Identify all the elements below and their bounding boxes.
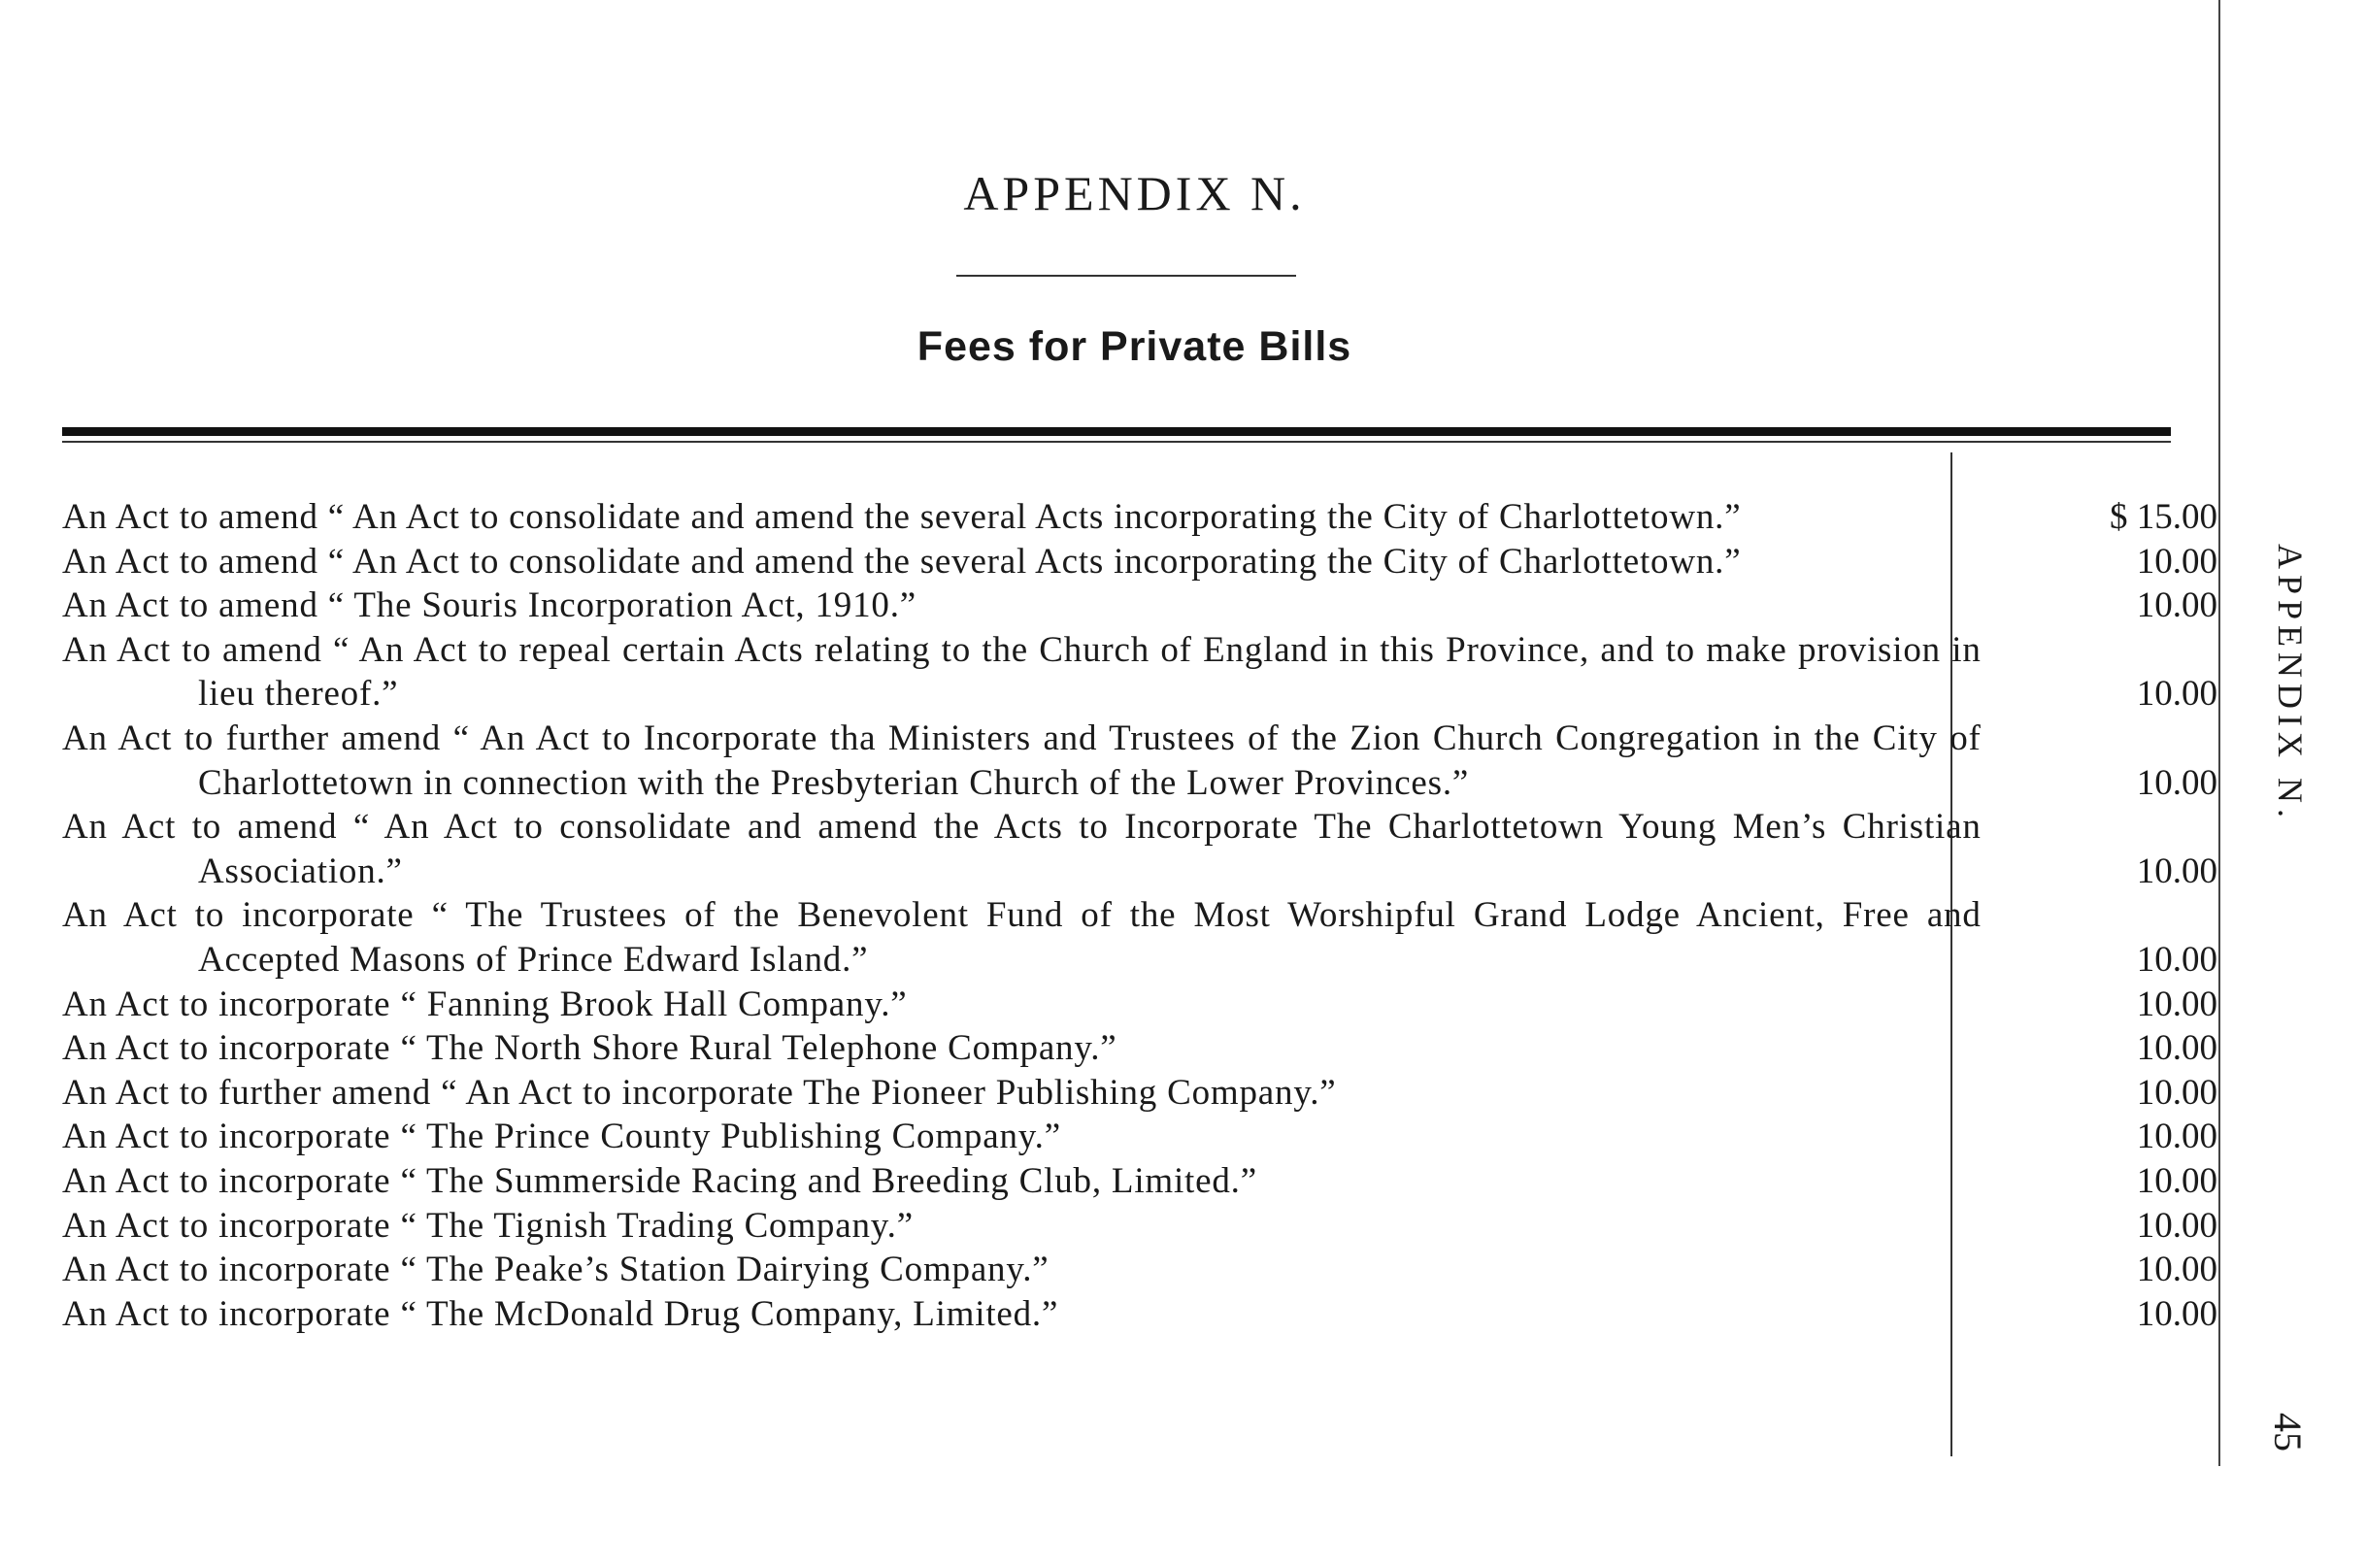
act-title: An Act to amend “ An Act to consolidate and amend the several Acts incorporating the City of Charlottetown.”	[62, 541, 1742, 582]
side-running-head: APPENDIX N.	[2271, 544, 2310, 824]
fee-amount: 10.00	[2136, 1072, 2217, 1113]
act-title: An Act to incorporate “ The Summerside Racing and Breeding Club, Limited.”	[62, 1160, 1257, 1201]
table-row	[62, 1204, 2217, 1249]
fee-amount: 10.00	[2136, 1028, 2217, 1069]
fee-amount: 10.00	[2136, 674, 2217, 715]
fee-amount: 10.00	[2136, 1250, 2217, 1290]
fee-amount: 10.00	[2136, 939, 2217, 980]
appendix-heading: APPENDIX N.	[963, 166, 1306, 220]
fee-amount: 10.00	[2136, 1205, 2217, 1246]
act-title: An Act to amend “ An Act to repeal certain Acts relating to the Church of England in this Province, and to make provision in lieu thereof.”	[62, 629, 1982, 715]
act-title: An Act to incorporate “ Fanning Brook Hall Company.”	[62, 984, 908, 1024]
table-row	[62, 805, 2217, 893]
table-row	[62, 584, 2217, 628]
act-title: An Act to amend “ An Act to consolidate and amend the several Acts incorporating the City of Charlottetown.”	[62, 497, 1742, 537]
table-title: Fees for Private Bills	[916, 323, 1352, 370]
table-row	[62, 628, 2217, 717]
act-title: An Act to incorporate “ The North Shore Rural Telephone Company.”	[62, 1028, 1117, 1069]
act-title: An Act to incorporate “ The Trustees of the Benevolent Fund of the Most Worshipful Grand Lodge Ancient, Free and Accepted Masons of Prince Edward Island.”	[62, 895, 1982, 980]
fee-amount: 10.00	[2136, 851, 2217, 891]
fee-amount: 10.00	[2136, 1293, 2217, 1334]
table-row	[62, 1026, 2217, 1071]
act-title: An Act to amend “ The Souris Incorporation Act, 1910.”	[62, 585, 916, 626]
fee-amount: 10.00	[2136, 585, 2217, 626]
page-number: 45	[2266, 1413, 2310, 1451]
act-title: An Act to amend “ An Act to consolidate and amend the Acts to Incorporate The Charlottetown Young Men’s Christian Association.”	[62, 807, 1982, 891]
fee-amount: 10.00	[2136, 1117, 2217, 1157]
table-row	[62, 495, 2217, 540]
table-row	[62, 1248, 2217, 1292]
table-row	[62, 1292, 2217, 1337]
fee-amount: 10.00	[2136, 984, 2217, 1024]
table-row	[62, 540, 2217, 584]
fee-amount: $ 15.00	[2110, 497, 2217, 537]
act-title: An Act to incorporate “ The McDonald Drug Company, Limited.”	[62, 1293, 1059, 1334]
act-title: An Act to incorporate “ The Tignish Trading Company.”	[62, 1205, 914, 1246]
fees-table	[62, 495, 2217, 1336]
act-title: An Act to incorporate “ The Prince County Publishing Company.”	[62, 1117, 1061, 1157]
table-row	[62, 983, 2217, 1027]
fee-amount: 10.00	[2136, 541, 2217, 582]
act-title: An Act to further amend “ An Act to Incorporate tha Ministers and Trustees of the Zion Church Congregation in the City of Charlottetown in connection with the Presbyterian Church of the Lower Provinces.”	[62, 717, 1982, 803]
table-row	[62, 1159, 2217, 1204]
fee-amount: 10.00	[2136, 1160, 2217, 1201]
table-row	[62, 1071, 2217, 1116]
act-title: An Act to incorporate “ The Peake’s Station Dairying Company.”	[62, 1250, 1050, 1290]
table-row	[62, 717, 2217, 805]
table-top-thick-rule	[62, 427, 2171, 436]
table-row	[62, 893, 2217, 982]
table-top-thin-rule	[62, 441, 2171, 443]
fee-amount: 10.00	[2136, 762, 2217, 803]
table-row	[62, 1115, 2217, 1159]
heading-rule	[956, 275, 1296, 277]
act-title: An Act to further amend “ An Act to incorporate The Pioneer Publishing Company.”	[62, 1072, 1337, 1113]
page-right-border	[2218, 0, 2220, 1466]
